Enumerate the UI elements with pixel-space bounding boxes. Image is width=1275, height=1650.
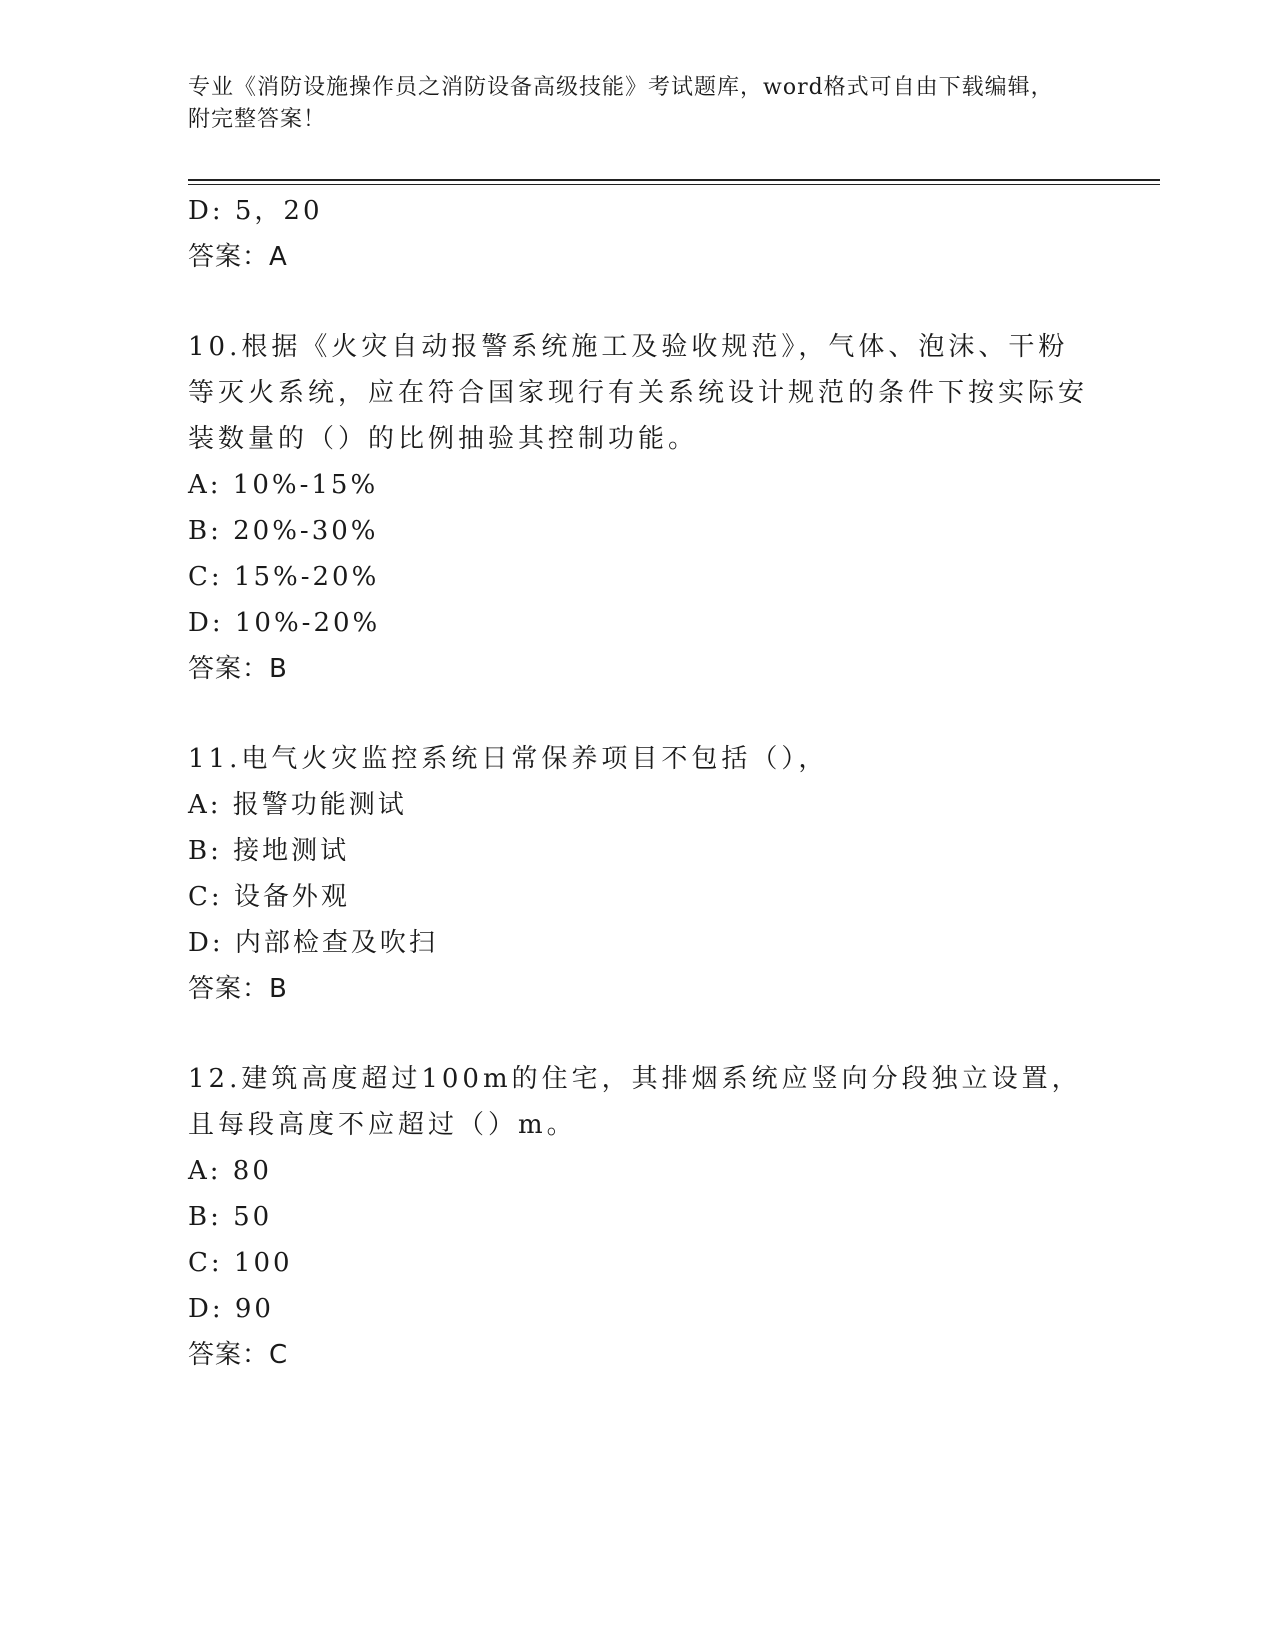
option-b: B: 50 [188,1202,273,1232]
question-10 [188,324,1088,692]
option-b: B: 接地测试 [188,836,350,866]
option-c: C: 设备外观 [188,882,350,912]
option-d: D: 10%-20% [188,608,381,638]
option-a: A: 报警功能测试 [188,790,407,820]
answer-line: 答案：C [188,1340,289,1370]
question-stem: 11.电气火灾监控系统日常保养项目不包括（）， [188,744,829,774]
option-b: B: 20%-30% [188,516,379,546]
answer-line: 答案：A [188,242,288,272]
answer-line: 答案：B [188,974,288,1004]
option-d: D: 5，20 [188,196,323,226]
question-12 [188,1056,1088,1378]
answer-line: 答案：B [188,654,288,684]
option-a: A: 10%-15% [188,470,379,500]
document-body [188,188,1088,1378]
option-c: C: 100 [188,1248,293,1278]
header-text: 专业《消防设施操作员之消防设备高级技能》考试题库，word格式可自由下载编辑，附完整答案！ [188,75,1054,132]
question-stem: 10.根据《火灾自动报警系统施工及验收规范》，气体、泡沫、干粉等灭火系统，应在符合国家现行有关系统设计规范的条件下按实际安装数量的（）的比例抽验其控制功能。 [188,332,1089,454]
option-d: D: 内部检查及吹扫 [188,928,438,958]
header-rule-thin [188,184,1160,185]
question-stem: 12.建筑高度超过100m的住宅，其排烟系统应竖向分段独立设置，且每段高度不应超过（）m。 [188,1064,1082,1140]
option-c: C: 15%-20% [188,562,380,592]
option-d: D: 90 [188,1294,274,1324]
option-a: A: 80 [188,1156,272,1186]
question-11 [188,736,1088,1012]
header-rule-thick [188,179,1160,181]
document-header [188,72,1068,136]
